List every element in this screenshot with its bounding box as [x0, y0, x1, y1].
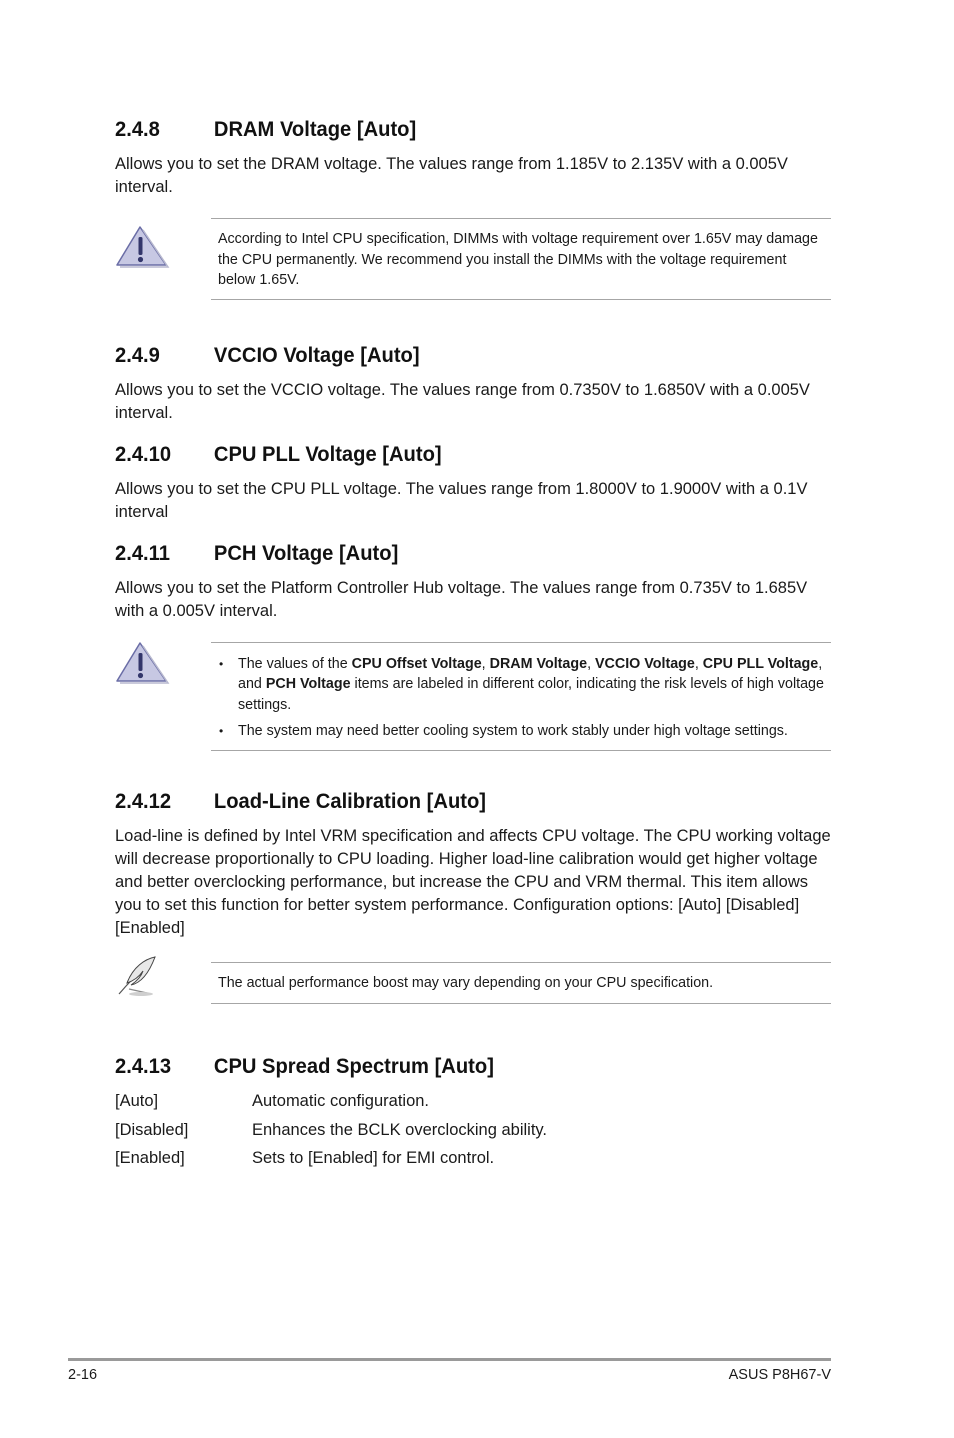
text: The values of the [238, 656, 352, 672]
bold-term: CPU PLL Voltage [702, 656, 819, 672]
section-title: CPU Spread Spectrum [Auto] [213, 1055, 494, 1078]
option-desc: Automatic configuration. [252, 1092, 430, 1110]
section-title: DRAM Voltage [Auto] [213, 118, 417, 141]
caution-icon [113, 640, 171, 686]
section-number: 2.4.12 [115, 790, 172, 813]
caution-icon [113, 224, 171, 270]
caution-box-pch [211, 642, 831, 751]
section-title: VCCIO Voltage [Auto] [213, 344, 420, 367]
text: , and [238, 656, 823, 693]
note-box-llc [211, 962, 831, 1004]
text: , [481, 656, 490, 672]
text: The system may need better cooling system to work stably under high voltage settings. [238, 722, 788, 739]
option-row [115, 1149, 494, 1168]
note-text: The actual performance boost may vary depending on your CPU specification. [218, 975, 714, 991]
bold-term: CPU Offset Voltage [351, 656, 482, 672]
option-key: [Auto] [115, 1092, 159, 1110]
option-row [115, 1092, 429, 1111]
section-number: 2.4.8 [115, 118, 160, 141]
caution-list-item [211, 654, 831, 715]
section-number: 2.4.13 [115, 1055, 172, 1078]
section-heading-2-4-12 [115, 790, 486, 814]
section-title: CPU PLL Voltage [Auto] [213, 443, 442, 466]
section-body: Allows you to set the Platform Controller Hub voltage. The values range from 0.735V to 1.685V with a 0.005V interval. [115, 579, 808, 620]
option-key: [Disabled] [115, 1121, 189, 1139]
footer-rule [68, 1358, 831, 1361]
bold-term: PCH Voltage [265, 676, 351, 693]
bold-term: DRAM Voltage [489, 656, 588, 672]
text: , [694, 656, 703, 672]
section-heading-2-4-9 [115, 344, 420, 368]
option-key: [Enabled] [115, 1149, 185, 1167]
text: items are labeled in different color, indicating the risk levels of high voltage settings. [238, 676, 824, 713]
bullet: • [219, 723, 224, 738]
caution-box-dram [211, 218, 831, 300]
option-desc: Enhances the BCLK overclocking ability. [252, 1121, 548, 1139]
section-number: 2.4.10 [115, 443, 172, 466]
section-body: Allows you to set the DRAM voltage. The values range from 1.185V to 2.135V with a 0.005V interval. [115, 155, 788, 196]
section-title: Load-Line Calibration [Auto] [213, 790, 487, 813]
caution-list-item [211, 721, 831, 741]
section-number: 2.4.9 [115, 344, 160, 367]
section-heading-2-4-13 [115, 1055, 494, 1079]
section-heading-2-4-8 [115, 118, 416, 142]
page-number: 2-16 [68, 1367, 98, 1383]
caution-list [211, 643, 831, 741]
bold-term: VCCIO Voltage [595, 656, 695, 672]
bullet: • [219, 657, 224, 671]
note-feather-icon [115, 953, 161, 999]
text: , [587, 656, 596, 672]
section-number: 2.4.11 [115, 542, 170, 565]
section-body: Allows you to set the CPU PLL voltage. The values range from 1.8000V to 1.9000V with a 0.1V interval [115, 480, 808, 521]
option-row [115, 1121, 547, 1140]
caution-text: According to Intel CPU specification, DIMMs with voltage requirement over 1.65V may damage the CPU permanently. We recommend you install the DIMMs with the voltage requirement below 1.65V. [218, 231, 818, 288]
section-body: Load-line is defined by Intel VRM specification and affects CPU voltage. The CPU working voltage will decrease proportionally to CPU loading. Higher load-line calibration would get higher voltage and better overclocking performance, but increase the CPU and VRM thermal. This item allows you to set this function for better system performance. Configuration options: [Auto] [Disabled] [Enabled] [115, 827, 831, 937]
section-title: PCH Voltage [Auto] [213, 542, 399, 565]
option-desc: Sets to [Enabled] for EMI control. [252, 1149, 495, 1167]
section-body: Allows you to set the VCCIO voltage. The values range from 0.7350V to 1.6850V with a 0.005V interval. [115, 381, 810, 422]
section-heading-2-4-10 [115, 443, 442, 467]
section-heading-2-4-11 [115, 542, 398, 566]
product-name: ASUS P8H67-V [728, 1367, 831, 1383]
